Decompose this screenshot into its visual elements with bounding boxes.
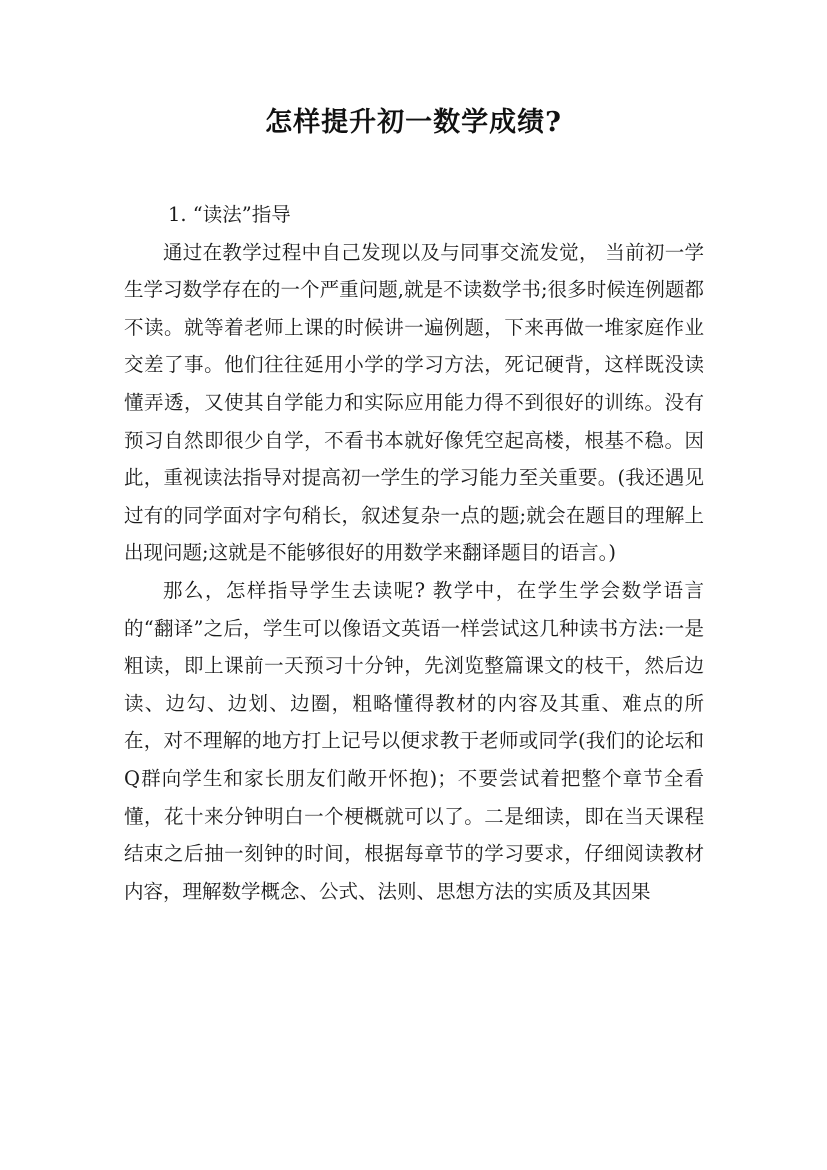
document-body <box>124 196 704 910</box>
paragraph-1: 通过在教学过程中自己发现以及与同事交流发觉， 当前初一学生学习数学存在的一个严重问题,就是不读数学书;很多时候连例题都不读。就等着老师上课的时候讲一遍例题，下来再做一堆家庭作业交差了事。他们往往延用小学的学习方法，死记硬背，这样既没读懂弄透，又使其自学能力和实际应用能力得不到很好的训练。没有预习自然即很少自学，不看书本就好像凭空起高楼，根基不稳。因此，重视读法指导对提高初一学生的学习能力至关重要。(我还遇见过有的同学面对字句稍长，叙述复杂一点的题;就会在题目的理解上出现问题;这就是不能够很好的用数学来翻译题目的语言。) <box>124 240 704 565</box>
document-title: 怎样提升初一数学成绩? <box>265 107 562 138</box>
paragraph-2: 那么，怎样指导学生去读呢? 教学中，在学生学会数学语言的“翻译”之后，学生可以像语文英语一样尝试这几种读书方法:一是粗读，即上课前一天预习十分钟，先浏览整篇课文的枝干，然后边读、边勾、边划、边圈，粗略懂得教材的内容及其重、难点的所在，对不理解的地方打上记号以便求教于老师或同学(我们的论坛和Q群向学生和家长朋友们敞开怀抱)；不要尝试着把整个章节全看懂，花十来分钟明白一个梗概就可以了。二是细读，即在当天课程结束之后抽一刻钟的时间，根据每章节的学习要求，仔细阅读教材内容，理解数学概念、公式、法则、思想方法的实质及其因果 <box>124 578 704 903</box>
section-heading: 1. “读法”指导 <box>168 203 291 226</box>
